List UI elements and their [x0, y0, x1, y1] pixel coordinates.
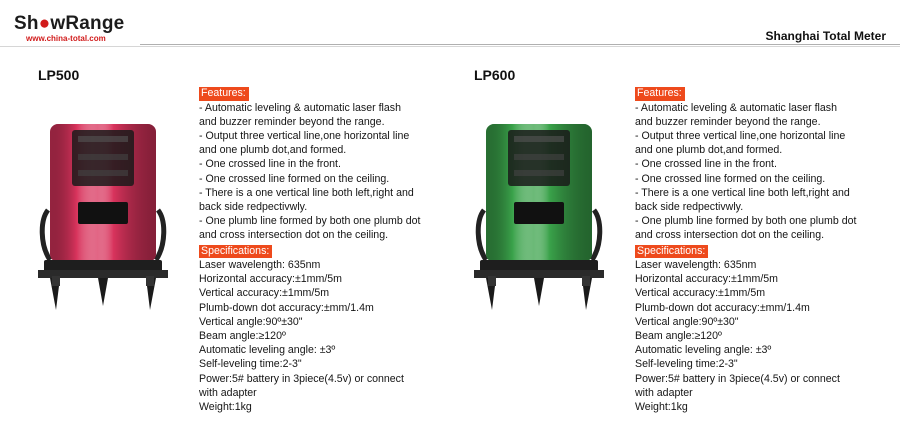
product-description	[635, 86, 885, 414]
logo-o-glyph: ●	[38, 13, 51, 34]
product-description	[199, 86, 449, 414]
feature-line: - One plumb line formed by both one plumb dot	[199, 215, 421, 228]
feature-line: - Output three vertical line,one horizontal line	[635, 129, 846, 142]
laser-level-device-image	[38, 110, 168, 320]
features-heading: Features:	[199, 87, 249, 101]
specifications-heading: Specifications:	[635, 245, 708, 259]
spec-line: Vertical accuracy:±1mm/5m	[199, 287, 330, 300]
feature-line: - There is a one vertical line both left,right and	[635, 186, 850, 199]
spec-line: Laser wavelength: 635nm	[199, 259, 321, 272]
spec-line: with adapter	[199, 386, 257, 399]
feature-line: - Output three vertical line,one horizontal line	[199, 129, 410, 142]
spec-line: Self-leveling time:2-3"	[199, 358, 302, 371]
spec-line: Weight:1kg	[635, 401, 688, 414]
spec-line: Horizontal accuracy:±1mm/5m	[199, 273, 342, 286]
product-lp600	[436, 0, 886, 434]
spec-line: Power:5# battery in 3piece(4.5v) or connect	[635, 372, 840, 385]
specifications-heading: Specifications:	[199, 245, 272, 259]
brand-url: www.china-total.com	[26, 34, 106, 43]
spec-line: Weight:1kg	[199, 401, 252, 414]
feature-line: - One plumb line formed by both one plumb dot	[635, 215, 857, 228]
feature-line: and buzzer reminder beyond the range.	[635, 115, 821, 128]
model-title: LP500	[38, 67, 80, 83]
spec-line: Beam angle:≥120º	[635, 330, 722, 343]
feature-line: - Automatic leveling & automatic laser flash	[635, 101, 837, 114]
spec-line: Beam angle:≥120º	[199, 330, 286, 343]
feature-line: back side redpectivwly.	[635, 200, 744, 213]
feature-line: - One crossed line in the front.	[199, 158, 341, 171]
feature-line: and cross intersection dot on the ceiling.	[635, 229, 825, 242]
spec-line: Power:5# battery in 3piece(4.5v) or connect	[199, 372, 404, 385]
feature-line: - Automatic leveling & automatic laser flash	[199, 101, 401, 114]
feature-line: and one plumb dot,and formed.	[199, 144, 347, 157]
spec-line: Vertical angle:90º±30"	[635, 315, 739, 328]
feature-line: and buzzer reminder beyond the range.	[199, 115, 385, 128]
model-title: LP600	[474, 67, 516, 83]
feature-line: and one plumb dot,and formed.	[635, 144, 783, 157]
spec-line: Self-leveling time:2-3"	[635, 358, 738, 371]
spec-line: Plumb-down dot accuracy:±mm/1.4m	[635, 301, 810, 314]
company-name: Shanghai Total Meter	[765, 29, 886, 43]
feature-line: back side redpectivwly.	[199, 200, 308, 213]
feature-line: - One crossed line in the front.	[635, 158, 777, 171]
brand-logo-text: Sh●wRange	[14, 13, 125, 34]
feature-line: - One crossed line formed on the ceiling.	[199, 172, 390, 185]
spec-line: Plumb-down dot accuracy:±mm/1.4m	[199, 301, 374, 314]
spec-line: Vertical accuracy:±1mm/5m	[635, 287, 766, 300]
spec-line: with adapter	[635, 386, 693, 399]
spec-line: Laser wavelength: 635nm	[635, 259, 757, 272]
spec-line: Automatic leveling angle: ±3º	[199, 344, 336, 357]
spec-line: Vertical angle:90º±30"	[199, 315, 303, 328]
laser-level-device-image	[474, 110, 604, 320]
spec-line: Automatic leveling angle: ±3º	[635, 344, 772, 357]
spec-line: Horizontal accuracy:±1mm/5m	[635, 273, 778, 286]
features-heading: Features:	[635, 87, 685, 101]
feature-line: and cross intersection dot on the ceiling.	[199, 229, 389, 242]
feature-line: - One crossed line formed on the ceiling.	[635, 172, 826, 185]
feature-line: - There is a one vertical line both left,right and	[199, 186, 414, 199]
